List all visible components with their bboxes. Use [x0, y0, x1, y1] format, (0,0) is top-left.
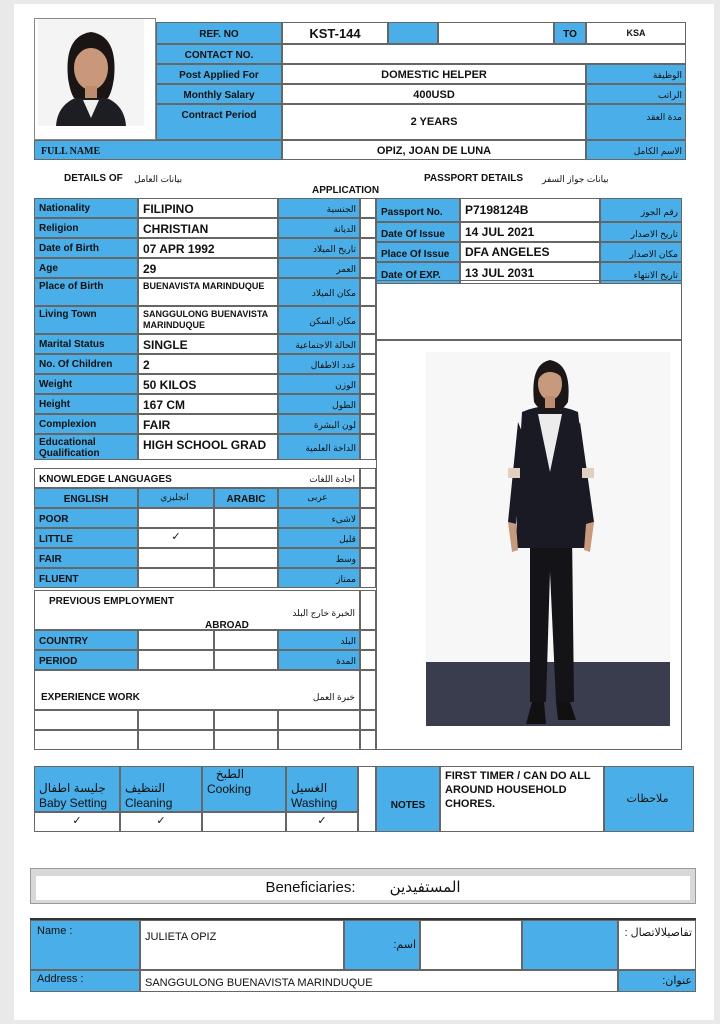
country-ar: البلد — [278, 630, 360, 650]
employment-side-blank — [360, 590, 376, 630]
personal-value: 29 — [138, 258, 278, 278]
beneficiary-address-label: Address : — [30, 970, 140, 992]
skill-cell — [202, 766, 286, 812]
beneficiary-name-ar: اسم: — [344, 920, 420, 970]
personal-label: Complexion — [34, 414, 138, 434]
personal-side-blank — [360, 434, 376, 460]
fullname-ar: الاسم الكامل — [586, 140, 686, 160]
personal-value: CHRISTIAN — [138, 218, 278, 238]
experience-ar: خبرة العمل — [312, 692, 355, 702]
personal-label: Age — [34, 258, 138, 278]
full-length-photo — [426, 352, 670, 726]
passport-details-title: PASSPORT DETAILS — [424, 173, 524, 184]
personal-value: 2 — [138, 354, 278, 374]
beneficiary-blank-2 — [522, 920, 618, 970]
passport-label: Date Of EXP. — [376, 262, 460, 284]
fullname-label: FULL NAME — [34, 140, 282, 160]
personal-value: FILIPINO — [138, 198, 278, 218]
personal-side-blank — [360, 414, 376, 434]
to-label: TO — [554, 22, 586, 44]
salary-label: Monthly Salary — [156, 84, 282, 104]
skills-gap — [358, 766, 376, 832]
experience-row-2-c4 — [278, 730, 360, 750]
language-level-ar: لاشىء — [278, 508, 360, 528]
personal-label: Nationality — [34, 198, 138, 218]
personal-side-blank — [360, 198, 376, 218]
passport-label: Passport No. — [376, 198, 460, 222]
passport-blank-area — [376, 280, 682, 340]
skill-cell — [286, 766, 358, 812]
experience-row-1-c1 — [34, 710, 138, 730]
arabic-level-cell — [214, 508, 278, 528]
personal-ar: مكان الميلاد — [278, 278, 360, 306]
beneficiaries-header — [36, 876, 690, 900]
experience-title: EXPERIENCE WORK — [41, 692, 140, 703]
personal-label: Height — [34, 394, 138, 414]
language-side-blank — [360, 508, 376, 528]
personal-value: HIGH SCHOOL GRAD — [138, 434, 278, 460]
passport-value: 13 JUL 2031 — [460, 262, 600, 284]
personal-ar: الجنسية — [278, 198, 360, 218]
post-value: DOMESTIC HELPER — [282, 64, 586, 84]
personal-side-blank — [360, 258, 376, 278]
experience-row-2-c5 — [360, 730, 376, 750]
passport-ar: تاريخ الاصدار — [600, 222, 682, 242]
application-title: APPLICATION — [312, 185, 380, 196]
beneficiary-name-value: JULIETA OPIZ — [140, 920, 344, 970]
beneficiary-blank-1 — [420, 920, 522, 970]
languages-side-blank — [360, 468, 376, 488]
notes-text: FIRST TIMER / CAN DO ALL AROUND HOUSEHOLD CHORES. — [440, 766, 604, 832]
experience-row-1-c3 — [214, 710, 278, 730]
english-level-cell — [138, 508, 214, 528]
skill-cell — [120, 766, 202, 812]
personal-ar: الوزن — [278, 374, 360, 394]
experience-row-1-c5 — [360, 710, 376, 730]
personal-label: Weight — [34, 374, 138, 394]
personal-ar: الطول — [278, 394, 360, 414]
personal-side-blank — [360, 238, 376, 258]
personal-label: Religion — [34, 218, 138, 238]
notes-ar: ملاحظات — [604, 766, 694, 832]
employment-title: PREVIOUS EMPLOYMENT — [49, 596, 175, 607]
personal-label: Place of Birth — [34, 278, 138, 306]
personal-value: FAIR — [138, 414, 278, 434]
personal-side-blank — [360, 218, 376, 238]
personal-value: 50 KILOS — [138, 374, 278, 394]
language-level-label: FAIR — [34, 548, 138, 568]
post-ar: الوظيفة — [586, 64, 686, 84]
language-side-blank — [360, 568, 376, 588]
period-cell-2 — [214, 650, 278, 670]
personal-side-blank — [360, 394, 376, 414]
ref-no-value: KST-144 — [282, 22, 388, 44]
passport-ar: مكان الاصدار — [600, 242, 682, 262]
beneficiary-name-label: Name : — [30, 920, 140, 970]
personal-label: Date of Birth — [34, 238, 138, 258]
skill-check: ✓ — [34, 812, 120, 832]
skill-check — [202, 812, 286, 832]
period-ar: المدة — [278, 650, 360, 670]
beneficiary-address-value: SANGGULONG BUENAVISTA MARINDUQUE — [140, 970, 618, 992]
country-side-blank — [360, 630, 376, 650]
personal-side-blank — [360, 278, 376, 306]
language-side-blank — [360, 548, 376, 568]
ref-no-label: REF. NO — [156, 22, 282, 44]
passport-value: DFA ANGELES — [460, 242, 600, 262]
personal-ar: لون البشرة — [278, 414, 360, 434]
salary-value: 400USD — [282, 84, 586, 104]
period-label: PERIOD — [34, 650, 138, 670]
language-level-label: FLUENT — [34, 568, 138, 588]
skill-check: ✓ — [120, 812, 202, 832]
passport-ar: تاريخ الانتهاء — [600, 262, 682, 284]
employment-block — [34, 590, 360, 630]
application-form — [14, 4, 714, 1020]
english-header: ENGLISH — [34, 488, 138, 508]
personal-value: 07 APR 1992 — [138, 238, 278, 258]
skill-ar: التنظيف — [125, 781, 166, 795]
passport-details-ar: بيانات جواز السفر — [542, 174, 609, 184]
ref-no-blank — [388, 22, 438, 44]
beneficiary-address-ar: عنوان: — [618, 970, 696, 992]
experience-row-2-c1 — [34, 730, 138, 750]
languages-title-ar: اجادة اللغات — [309, 474, 355, 484]
passport-ar: رقم الجوز — [600, 198, 682, 222]
ref-no-blank-2 — [438, 22, 554, 44]
employment-abroad: ABROAD — [205, 620, 249, 630]
language-side-blank — [360, 528, 376, 548]
personal-ar: تاريخ الميلاد — [278, 238, 360, 258]
post-label: Post Applied For — [156, 64, 282, 84]
skill-en: Washing — [291, 796, 338, 810]
personal-ar: العمر — [278, 258, 360, 278]
passport-value: 14 JUL 2021 — [460, 222, 600, 242]
skill-en: Cleaning — [125, 796, 173, 810]
skill-en: Baby Setting — [39, 796, 108, 810]
english-level-cell — [138, 548, 214, 568]
contract-label: Contract Period — [156, 104, 282, 140]
beneficiaries-title-ar: المستفيدين — [389, 879, 461, 896]
beneficiary-contact-ar: تفاصيلالاتصال : — [618, 920, 696, 970]
beneficiaries-title: Beneficiaries: — [265, 879, 356, 896]
details-of-ar: بيانات العامل — [134, 174, 183, 184]
languages-title-text: KNOWLEDGE LANGUAGES — [39, 474, 172, 485]
language-level-ar: ممتاز — [278, 568, 360, 588]
passport-value: P7198124B — [460, 198, 600, 222]
to-value: KSA — [586, 22, 686, 44]
arabic-level-cell — [214, 568, 278, 588]
experience-row-1-c4 — [278, 710, 360, 730]
experience-side-blank — [360, 670, 376, 710]
employment-abroad-ar: الخبرة خارج البلد — [292, 608, 355, 618]
languages-title — [34, 468, 360, 488]
contact-value — [282, 44, 686, 64]
experience-row-2-c2 — [138, 730, 214, 750]
fullname-value: OPIZ, JOAN DE LUNA — [282, 140, 586, 160]
language-level-ar: قليل — [278, 528, 360, 548]
period-cell-1 — [138, 650, 214, 670]
skill-ar: الغسيل — [291, 781, 328, 795]
notes-label: NOTES — [376, 766, 440, 832]
country-label: COUNTRY — [34, 630, 138, 650]
arabic-level-cell — [214, 528, 278, 548]
personal-side-blank — [360, 354, 376, 374]
personal-side-blank — [360, 334, 376, 354]
arabic-ar-header: عربى — [278, 488, 360, 508]
personal-ar: عدد الاطفال — [278, 354, 360, 374]
personal-side-blank — [360, 306, 376, 334]
period-side-blank — [360, 650, 376, 670]
experience-block — [34, 670, 360, 710]
details-of-title: DETAILS OF — [64, 173, 123, 184]
personal-ar: مكان السكن — [278, 306, 360, 334]
skill-check: ✓ — [286, 812, 358, 832]
country-cell-2 — [214, 630, 278, 650]
passport-label: Date Of Issue — [376, 222, 460, 242]
personal-value: SANGGULONG BUENAVISTA MARINDUQUE — [138, 306, 278, 334]
experience-row-1-c2 — [138, 710, 214, 730]
language-level-ar: وسط — [278, 548, 360, 568]
personal-label: Marital Status — [34, 334, 138, 354]
personal-ar: الحالة الاجتماعية — [278, 334, 360, 354]
personal-value: SINGLE — [138, 334, 278, 354]
passport-label: Place Of Issue — [376, 242, 460, 262]
contact-label: CONTACT NO. — [156, 44, 282, 64]
contract-ar: مدة العقد — [586, 104, 686, 140]
personal-side-blank — [360, 374, 376, 394]
arabic-level-cell — [214, 548, 278, 568]
language-level-label: LITTLE — [34, 528, 138, 548]
language-level-label: POOR — [34, 508, 138, 528]
languages-side-blank-2 — [360, 488, 376, 508]
skill-ar: الطبخ — [215, 767, 245, 781]
skill-cell — [34, 766, 120, 812]
contract-value: 2 YEARS — [282, 104, 586, 140]
skill-en: Cooking — [207, 782, 252, 796]
personal-ar: الداخة العلمية — [278, 434, 360, 460]
personal-label: Living Town — [34, 306, 138, 334]
country-cell-1 — [138, 630, 214, 650]
personal-value: BUENAVISTA MARINDUQUE — [138, 278, 278, 306]
english-level-cell — [138, 568, 214, 588]
skill-ar: جليسة اطفال — [39, 781, 106, 795]
english-ar-header: انجليزي — [138, 488, 214, 508]
personal-ar: الديانة — [278, 218, 360, 238]
arabic-header: ARABIC — [214, 488, 278, 508]
personal-label: No. Of Children — [34, 354, 138, 374]
personal-value: 167 CM — [138, 394, 278, 414]
experience-row-2-c3 — [214, 730, 278, 750]
english-level-check: ✓ — [138, 528, 214, 548]
personal-label: Educational Qualification — [34, 434, 138, 460]
salary-ar: الراتب — [586, 84, 686, 104]
